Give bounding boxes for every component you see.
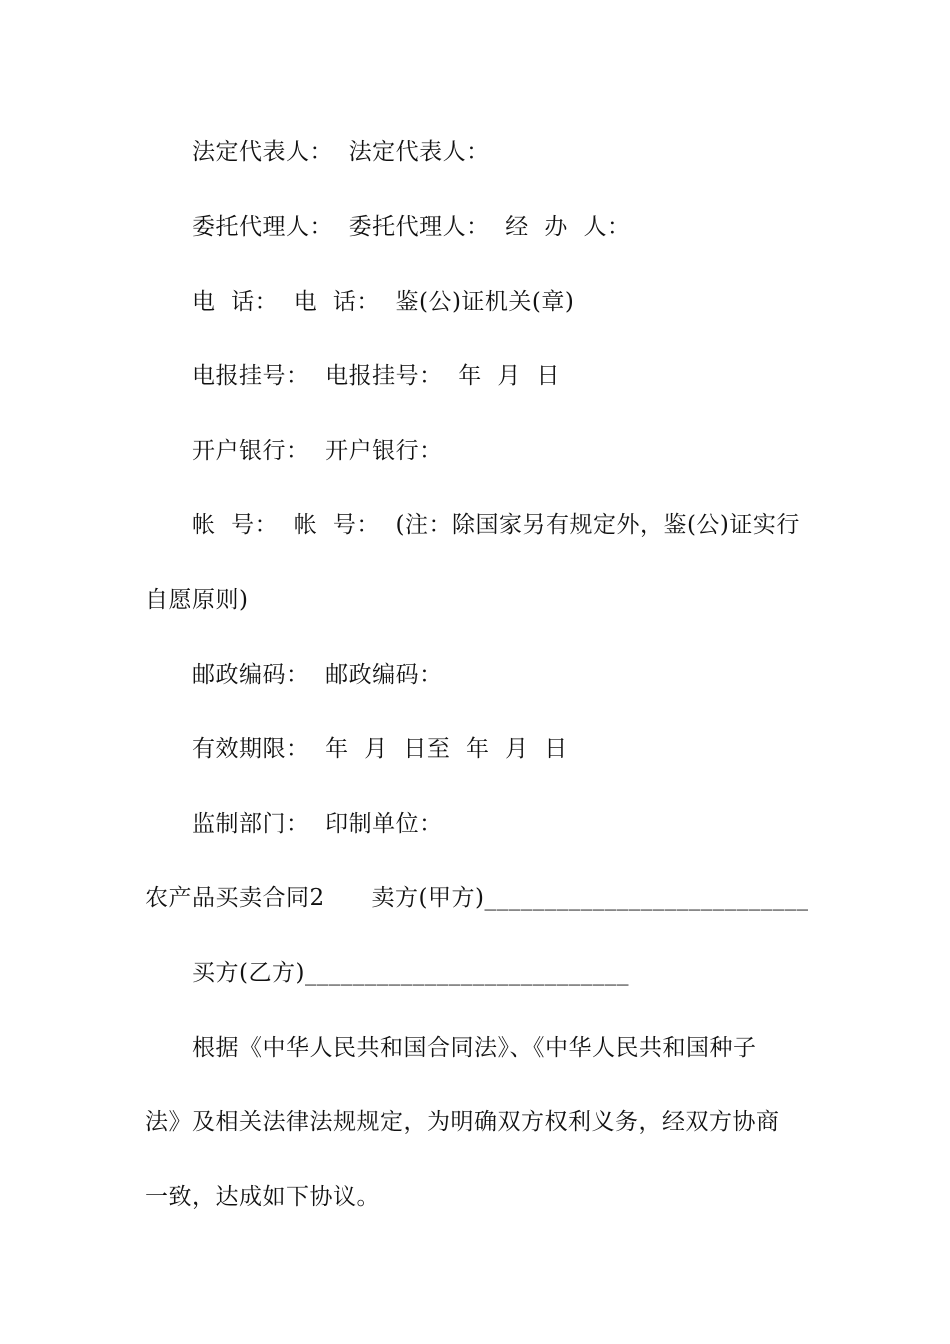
postal-code-line: 邮政编码： 邮政编码： <box>192 662 443 688</box>
validity-period-line: 有效期限： 年 月 日至 年 月 日 <box>192 736 568 762</box>
contract-title-seller-line: 农产品买卖合同2 卖方(甲方)___________________________ <box>145 885 809 911</box>
voluntary-principle-line: 自愿原则) <box>145 587 249 613</box>
body-paragraph-line-1: 根据《中华人民共和国合同法》、《中华人民共和国种子 <box>192 1035 757 1061</box>
body-paragraph-line-3: 一致，达成如下协议。 <box>145 1184 380 1210</box>
agent-line: 委托代理人： 委托代理人： 经 办 人： <box>192 214 631 240</box>
legal-representative-line: 法定代表人： 法定代表人： <box>192 139 490 165</box>
bank-line: 开户银行： 开户银行： <box>192 438 443 464</box>
supervisor-line: 监制部门： 印制单位： <box>192 811 443 837</box>
body-paragraph-line-2: 法》及相关法律法规规定，为明确双方权利义务，经双方协商 <box>145 1109 780 1135</box>
buyer-line: 买方(乙方)___________________________ <box>192 960 629 986</box>
phone-line: 电 话： 电 话： 鉴(公)证机关(章) <box>192 289 575 315</box>
account-line: 帐 号： 帐 号： (注：除国家另有规定外，鉴(公)证实行 <box>192 512 800 538</box>
telegram-line: 电报挂号： 电报挂号： 年 月 日 <box>192 363 560 389</box>
